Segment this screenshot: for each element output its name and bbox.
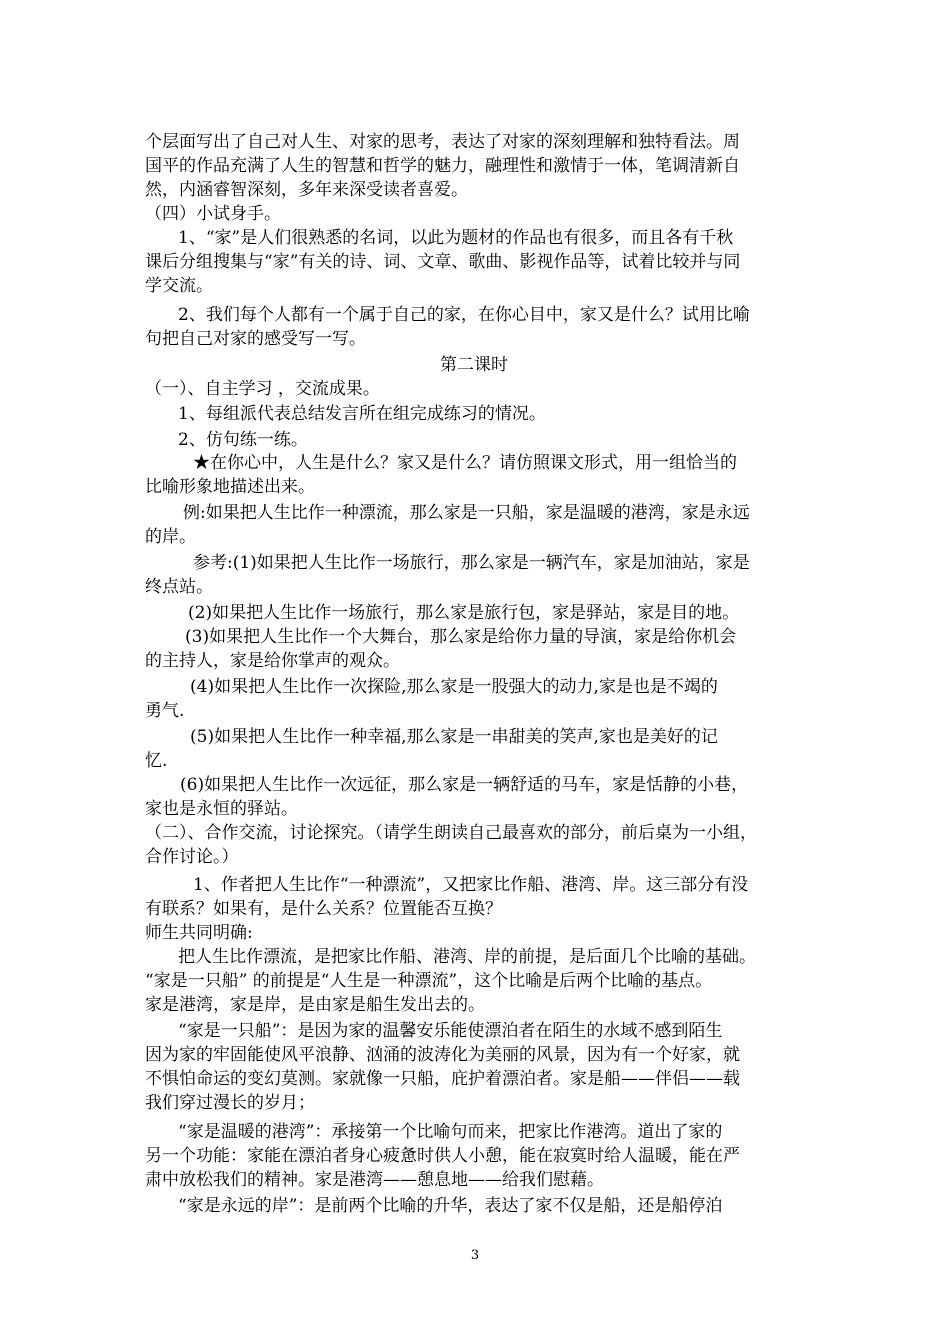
text-line: (4)如果把人生比作一次探险,那么家是一股强大的动力,家是也是不竭的: [190, 677, 718, 697]
text-line: 2、仿句练一练。: [178, 430, 308, 450]
text-line: 1、作者把人生比作“一种漂流”，又把家比作船、港湾、岸。这三部分有没: [193, 875, 749, 895]
lesson-title: 第二课时: [440, 355, 508, 375]
text-line: 我们穿过漫长的岁月；: [145, 1093, 315, 1113]
text-line: 因为家的牢固能使风平浪静、汹涌的波涛化为美丽的风景，因为有一个好家，就: [145, 1045, 740, 1065]
text-line: 合作讨论。）: [145, 847, 239, 867]
text-line: 家也是永恒的驿站。: [145, 799, 298, 819]
text-line: 把人生比作漂流，是把家比作船、港湾、岸的前提，是后面几个比喻的基础。: [178, 947, 756, 967]
text-line: ★在你心中，人生是什么？家又是什么？请仿照课文形式，用一组恰当的: [193, 453, 737, 473]
text-line: 2、我们每个人都有一个属于自己的家，在你心目中，家又是什么？试用比喻: [178, 305, 750, 325]
section-heading: （二）、合作交流，讨论探究。（请学生朗读自己最喜欢的部分，前后桌为一小组，: [145, 823, 757, 843]
text-line: 然，内涵睿智深刻，多年来深受读者喜爱。: [145, 180, 468, 200]
text-line: 另一个功能：家能在漂泊者身心疲惫时供人小憩，能在寂寞时给人温暖，能在严: [145, 1146, 740, 1166]
page-number: 3: [470, 1248, 480, 1263]
text-line: (6)如果把人生比作一次远征，那么家是一辆舒适的马车，家是恬静的小巷，: [180, 775, 749, 795]
text-line: 国平的作品充满了人生的智慧和哲学的魅力，融理性和激情于一体，笔调清新自: [145, 156, 740, 176]
text-line: 师生共同明确:: [145, 923, 253, 943]
text-line: 肃中放松我们的精神。家是港湾——憩息地——给我们慰藉。: [145, 1170, 604, 1190]
text-line: 不惧怕命运的变幻莫测。家就像一只船，庇护着漂泊者。家是船——伴侣——载: [145, 1069, 740, 1089]
text-line: 家是港湾，家是岸，是由家是船生发出去的。: [145, 995, 485, 1015]
text-line: 终点站。: [145, 577, 213, 597]
text-line: “家是一只船” 的前提是“人生是一种漂流”，这个比喻是后两个比喻的基点。: [145, 971, 713, 991]
text-line: “家是永远的岸”：是前两个比喻的升华，表达了家不仅是船，还是船停泊: [178, 1196, 723, 1216]
text-line: 1、每组派代表总结发言所在组完成练习的情况。: [178, 404, 546, 424]
text-line: 个层面写出了自己对人生、对家的思考，表达了对家的深刻理解和独特看法。周: [145, 132, 740, 152]
text-line: 的主持人，家是给你掌声的观众。: [145, 651, 400, 671]
text-line: 参考:(1)如果把人生比作一场旅行，那么家是一辆汽车，家是加油站，家是: [193, 553, 750, 573]
text-line: 学交流。: [145, 276, 213, 296]
text-line: 1、“家”是人们很熟悉的名词，以此为题材的作品也有很多，而且各有千秋: [178, 228, 734, 248]
section-heading: （一）、自主学习 ，交流成果。: [145, 379, 380, 399]
text-line: (2)如果把人生比作一场旅行，那么家是旅行包，家是驿站，家是目的地。: [188, 603, 740, 623]
text-line: (3)如果把人生比作一个大舞台，那么家是给你力量的导演，家是给你机会: [185, 627, 737, 647]
text-line: “家是温暖的港湾”：承接第一个比喻句而来，把家比作港湾。道出了家的: [178, 1122, 723, 1142]
text-line: 课后分组搜集与“家”有关的诗、词、文章、歌曲、影视作品等，试着比较并与同: [145, 252, 741, 272]
text-line: 句把自己对家的感受写一写。: [145, 329, 366, 349]
text-line: 勇气.: [145, 701, 185, 721]
text-line: “家是一只船”：是因为家的温馨安乐能使漂泊者在陌生的水域不感到陌生: [178, 1021, 723, 1041]
text-line: 有联系？如果有，是什么关系？位置能否互换？: [145, 899, 502, 919]
text-line: (5)如果把人生比作一种幸福,那么家是一串甜美的笑声,家也是美好的记: [190, 727, 718, 747]
text-line: 忆.: [145, 751, 168, 771]
text-line: 的岸。: [145, 527, 196, 547]
text-line: 比喻形象地描述出来。: [145, 477, 315, 497]
text-line: 例:如果把人生比作一种漂流，那么家是一只船，家是温暖的港湾，家是永远: [183, 503, 750, 523]
section-heading: （四）小试身手。: [145, 204, 281, 224]
